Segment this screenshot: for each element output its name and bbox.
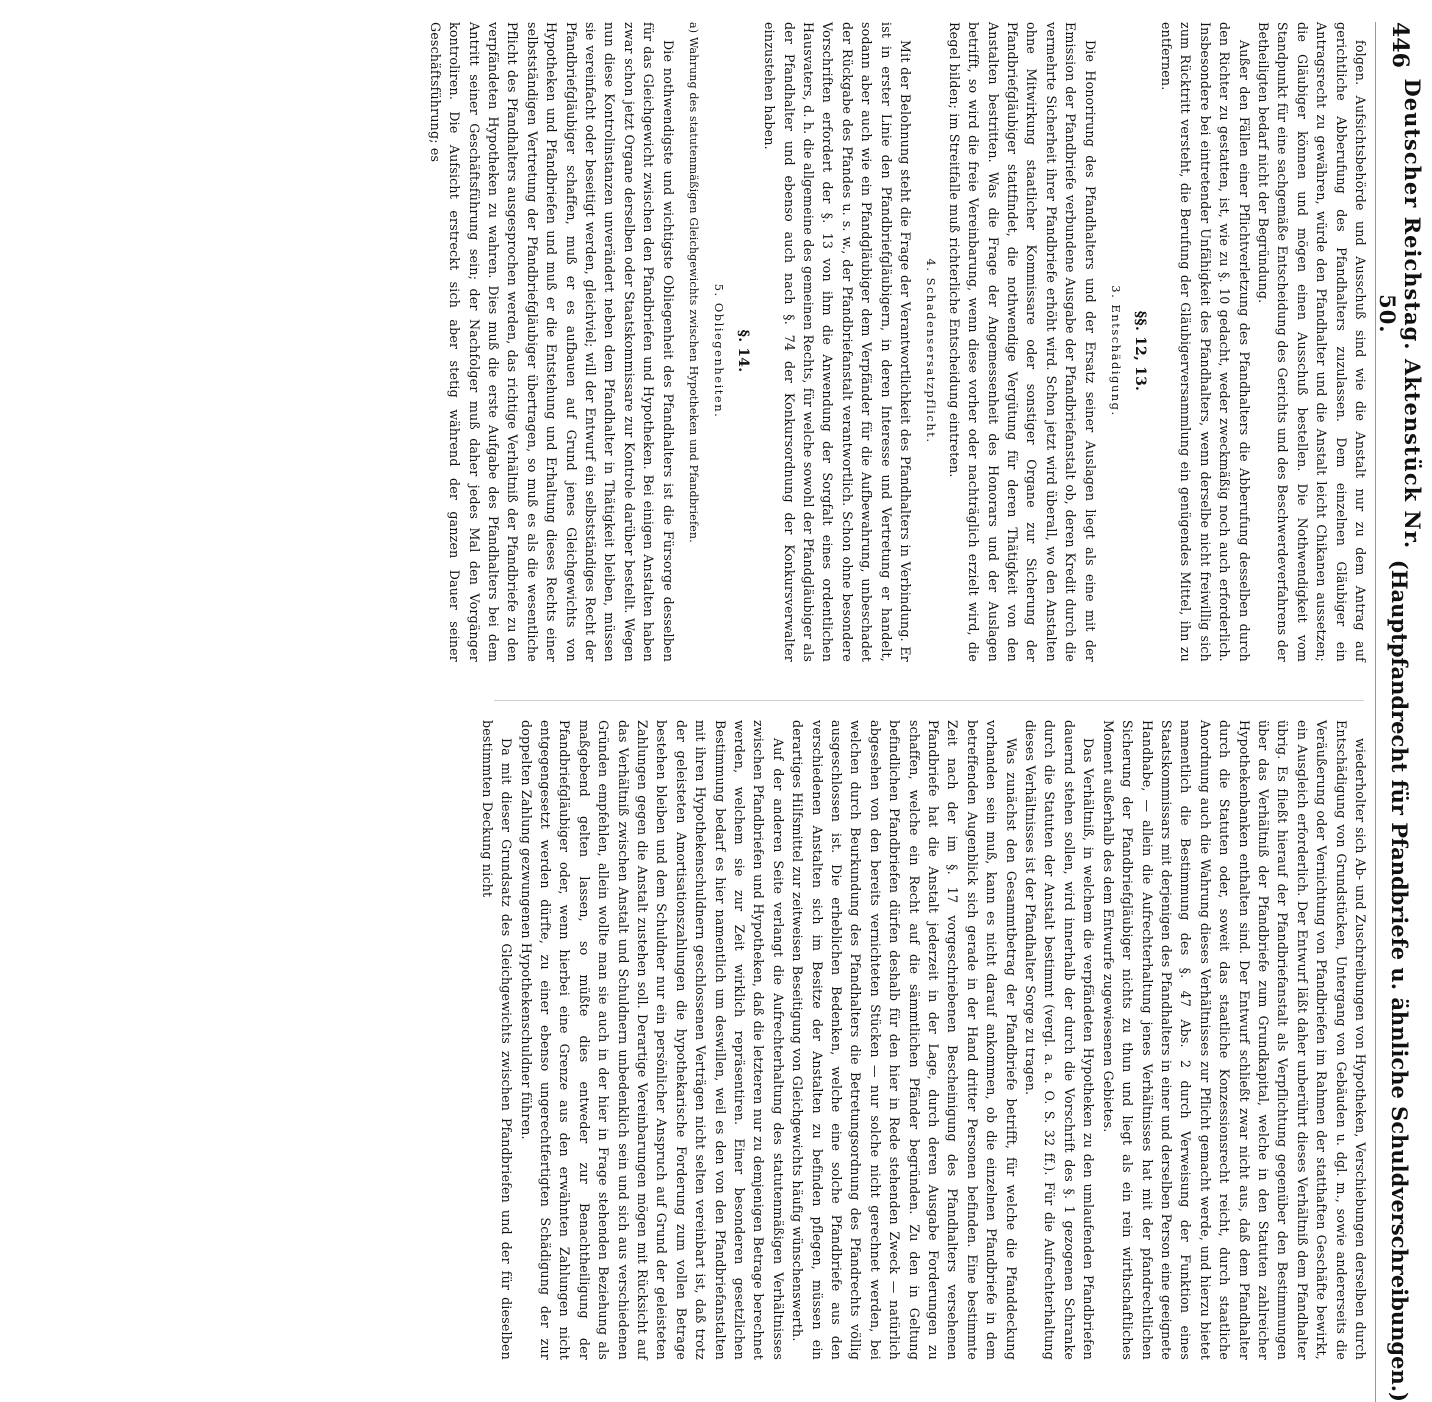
subsection-heading: 5. Obliegenheiten. — [712, 283, 727, 419]
paragraph: Die nothwendigste und wichtigste Obliegenheit des Pfandhalters ist die Fürsorge desselben für das Gleichgewicht zwischen den Pfandbriefen und Hypotheken. Bei einigen Anstalten haben zwar schon jetzt Organe derselben oder Staatskommissare zur Kontrole darüber bestellt. Wegen nun diese Kontrolinstanzen unverändert neben dem Pfandhalter in Thätigkeit bleiben, müssen sie vereinfacht oder beseitigt werden, gleichviel; will der Entwurf ein selbstständiges Recht der Pfandbriefgläubiger schaffen, muß er es aufbauen auf Grund jenes Gleichgewichts von Hypotheken und Pfandbriefen und muß er die Entstehung und Erhaltung dieses Rechts einer selbstständigen Vertretung der Pfandbriefgläubiger übertragen, so muß es als die wesentliche Pflicht des Pfandhalters ausgesprochen werden, das richtige Verhältniß der Pfandbriefe zu den verpfändeten Hypotheken zu wahren. Dies muß die erste Aufgabe des Pfandhalters bei dem Antritt seiner Geschäftsführung sein; der Nachfolger muß daher jedes Mal den Vorgänger kontroliren. Die Aufsicht erstreckt sich aber stetig während der ganzen Dauer seiner Geschäftsführung; es — [427, 22, 676, 662]
subsection-heading: 4. Schadensersatzpflicht. — [924, 258, 939, 444]
page-number: 446 — [1387, 22, 1413, 68]
paragraph: Da mit dieser Grundsatz des Gleichgewichts zwischen Pfandbriefen und der für dieselben bestimmten Deckung nicht — [479, 720, 515, 1360]
paragraph: Die Honorirung des Pfandhalters und der Ersatz seiner Auslagen liegt als eine mit der Emission der Pfandbriefe verbundene Ausgabe der Pfandbriefanstalt ob, deren Kredit durch die vermehrte Sicherheit ihrer Pfandbriefe erhöht wird. Schon jetzt wird überall, wo den Anstalten ohne Mitwirkung staatlicher Kommissare oder sonstiger Organe zur Sicherung der Pfandbriefgläubiger stattfindet, die nothwendige Vergütung für deren Thätigkeit von den Anstalten bestritten. Was die Frage der Angemessenheit des Honorars und der Auslagen betrifft, so wird die freie Vereinbarung, wenn diese vorher oder nachträglich erzielt wird, die Regel bilden; im Streitfalle muß richterliche Entscheidung eintreten. — [946, 22, 1098, 662]
paragraph: Das Verhältniß, in welchem die verpfändeten Hypotheken zu den umlaufenden Pfandbriefen dauernd stehen sollen, wird innerhalb der durch die Vorschrift des §. 1 gezogenen Schranke durch die Statuten der Anstalt bestimmt (vergl. a. a. O. S. 32 ff.). Für die Aufrechterhaltung dieses Verhältnisses ist der Pfandhalter Sorge zu tragen. — [1023, 720, 1097, 1360]
page-header — [1375, 22, 1424, 1402]
paragraph: Auf der anderen Seite verlangt die Aufrechterhaltung des statutenmäßigen Verhältnisses zwischen Pfandbriefen und Hypotheken, daß die letzteren nur zu demjenigen Betrage berechnet werden, welchem sie zur Zeit wirklich repräsentiren. Einer besonderen gesetzlichen Bestimmung bedarf es hier namentlich um deswillen, weil es den von den Pfandbriefanstalten mit ihren Hypothekenschuldnern geschlossenen Verträgen nicht selten vereinbart ist, daß trotz der geleisteten Amortisationszahlungen die hypothekarische Forderung zum vollen Betrage bestehen bleiben und dem Schuldner nur ein persönlicher Anspruch auf Grund der geleisteten Zahlungen gegen die Anstalt zustehen soll. Derartige Vereinbarungen mögen mit Rücksicht auf das Verhältniß zwischen Anstalt und Schuldnern unbedenklich sein und sich aus verschiedenen Gründen empfehlen, allein wollte man sie auch in der hier in Frage stehenden Beziehung als maßgebend gelten lassen, so müßte dies entweder zur Benachtheiligung der Pfandbriefgläubiger oder, wenn hierbei eine Grenze aus den erwähnten Zahlungen nicht entgegengesetzt werden dürfte, zu einer ebenso ungerechtfertigten Schädigung der zur doppelten Zahlung gezwungenen Hypothekenschuldner führen. — [518, 720, 786, 1360]
page-title: Deutscher Reichstag. Aktenstück Nr. 50. — [1375, 78, 1425, 550]
paragraph: Mit der Belohnung steht die Frage der Verantwortlichkeit des Pfandhalters in Verbindung. Er ist in erster Linie den Pfandbriefgläubigern, in deren Interesse und Vertretung er handelt, sodann aber auch wie ein Pfandgläubiger dem Verpfänder für die Aufbewahrung, unbeschadet der Rückgabe des Pfandes u. s. w., der Pfandbriefanstalt verantwortlich. Schon ohne besondere Vorschriften erfordert der §. 13 von ihm die Anwendung der Sorgfalt eines ordentlichen Hausvaters, d. h. die allgemeine des gemeinen Rechts, für welche sowohl der Pfandgläubiger als der Pfandhalter und ebenso auch nach §. 74 der Konkursordnung der Konkursverwalter einzustehen haben. — [762, 22, 914, 662]
section-heading: §. 14. — [734, 329, 751, 373]
paragraph: folgen. Aufsichtsbehörde und Ausschuß sind wie die Anstalt nur zu dem Antrag auf gerichtliche Abberufung des Pfandhalters zuzulassen. Dem einzelnen Gläubiger ein Antragsrecht zu gewähren, würde den Pfandhalter und die Anstalt leicht Chikanen aussetzen; die Gläubiger können und mögen einen Ausschuß bestellen. Die Nothwendigkeit vom Standpunkt für eine sachgemäße Entscheidung des Gerichts und des Beschwerdeverfahrens der Betheiligten bedarf nicht der Begründung. — [1255, 22, 1368, 662]
side-note: a) Wahrung des statutenmäßigen Gleichgewichts zwischen Hypotheken und Pfandbriefen. — [687, 22, 700, 543]
paragraph: Außer den Fällen einer Pflichtverletzung des Pfandhalters die Abberufung desselben durch den Richter zu gestatten, ist, wie zu §. 10 gedacht, weder zweckmäßig noch auch erforderlich. Insbesondere bei eintretender Unfähigkeit des Pfandhalters, wenn derselbe nicht freiwillig sich zum Rücktritt versteht, die Berufung der Gläubigerversammlung ein genügendes Mittel, ihn zu entfernen. — [1158, 22, 1252, 662]
section-heading: §§. 12, 13. — [1131, 310, 1148, 392]
subsection-heading: 3. Entschädigung. — [1109, 285, 1124, 417]
left-column — [427, 22, 1370, 662]
paragraph: wiederholter sich Ab- und Zuschreibungen von Hypotheken, Verschiebungen derselben durch Entschädigung von Grundstücken, Untergang von Gebäuden u. dgl. m., sowie andererseits die Veräußerung oder Vernichtung von Pfandbriefen im Rahmen der statthaften Geschäfte bewirkt, ein Ausgleich erforderlich. Der Entwurf läßt daher unberührt dieses Verhältniß dem Pfandhalter übrig. Es fließt hierauf der Pfandbriefanstalt als Verpflichtung gegenüber den Bestimmungen über das Verhältniß der Pfandbriefe zum Grundkapital, welche in den Statuten zahlreicher Hypothekenbanken enthalten sind. Der Entwurf schließt zwar nicht aus, daß dem Pfandhalter durch die Statuten oder, soweit das staatliche Konzessionsrecht reicht, durch staatliche Anordnung auch die Wahrung dieses Verhältnisses zur Pflicht gemacht werde, und hierzu bietet namentlich die Bestimmung des §. 47 Abs. 2 durch Verweisung der Funktion eines Staatskommissars mit derjenigen des Pfandhalters in einer und derselben Person eine geeignete Handhabe, — allein die Aufrechterhaltung jenes Verhältnisses hat mit der pfandrechtlichen Sicherung der Pfandbriefgläubiger nichts zu thun und liegt als ein rein wirthschaftliches Moment außerhalb des dem Entwurfe zugewiesenen Gebietes. — [1100, 720, 1368, 1360]
page-subtitle: (Hauptpfandrecht für Pfandbriefe u. ähnliche Schuldverschreibungen.) — [1387, 559, 1413, 1402]
paragraph: Was zunächst den Gesammtbetrag der Pfandbriefe betrifft, für welche die Pfanddeckung vorhanden sein muß, kann es nicht darauf ankommen, ob die einzelnen Pfandbriefe in dem betreffenden Augenblick sich gerade in der Hand dritter Personen befinden. Eine bestimmte Zeit nach der im §. 17 vorgeschriebenen Bescheinigung des Pfandhalters versehenen Pfandbriefe hat die Anstalt jederzeit in der Lage, durch deren Ausgabe Forderungen zu schaffen, welche ein Recht auf die sämmtlichen Pfänder begründen. Zu den in Geltung befindlichen Pfandbriefen dürfen deshalb für den hier in Rede stehenden Zweck — natürlich abgesehen von den bereits vernichteten Stücken — nur solche nicht gerechnet werden, bei welchen durch Beurkundung des Pfandhalters die Betretungsordnung des Pfandrechts völlig ausgeschlossen ist. Die erheblichen Bedenken, welche eine solche Pfandbriefe aus den verschiedenen Anstalten sich im Besitze der Anstalten zu befinden pflegen, müssen ein derartiges Hilfsmittel zur zeitweisen Beseitigung von Gleichgewichts häufig wünschenswerth. — [790, 720, 1019, 1360]
column-divider — [494, 700, 1364, 701]
right-column — [479, 720, 1370, 1360]
